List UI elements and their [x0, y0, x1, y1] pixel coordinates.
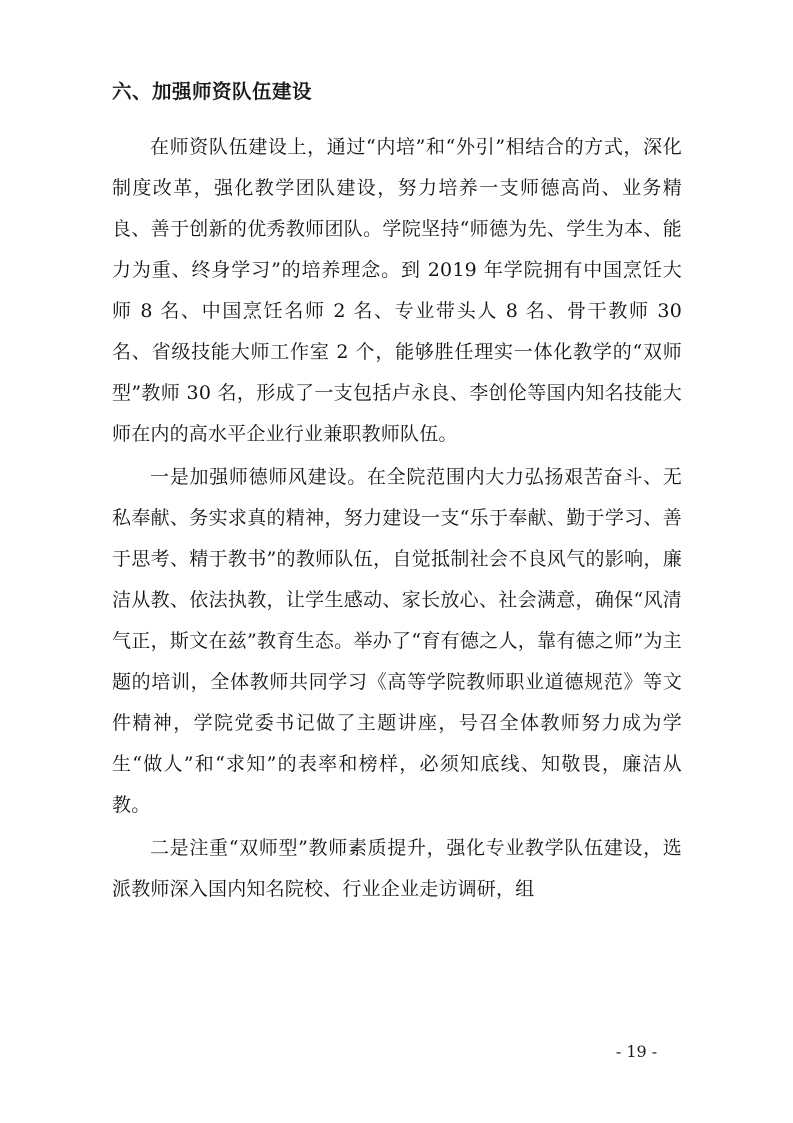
paragraph-2: 一是加强师德师风建设。在全院范围内大力弘扬艰苦奋斗、无私奉献、务实求真的精神，努力建设一支“乐于奉献、勤于学习、善于思考、精于教书”的教师队伍，自觉抵制社会不良风气的影响，廉洁从教、依法执教，让学生感动、家长放心、社会满意，确保“风清气正，斯文在兹”教育生态。举办了“育有德之人，靠有德之师”为主题的培训，全体教师共同学习《高等学院教师职业道德规范》等文件精神，学院党委书记做了主题讲座，号召全体教师努力成为学生“做人”和“求知”的表率和榜样，必须知底线、知敬畏，廉洁从教。 — [112, 466, 682, 817]
section-heading: 六、加强师资队伍建设 — [112, 80, 313, 103]
page-content — [112, 78, 682, 912]
page-number: - 19 - — [615, 1042, 658, 1061]
paragraph-1: 在师资队伍建设上，通过“内培”和“外引”相结合的方式，深化制度改革，强化教学团队建设，努力培养一支师德高尚、业务精良、善于创新的优秀教师团队。学院坚持“师德为先、学生为本、能力为重、终身学习”的培养理念。到 2019 年学院拥有中国烹饪大师 8 名、中国烹饪名师 2 名、专业带头人 8 名、骨干教师 30 名、省级技能大师工作室 2 个，能够胜任理实一体化教学的“双师型”教师 30 名，形成了一支包括卢永良、李创伦等国内知名技能大师在内的高水平企业行业兼职教师队伍。 — [112, 136, 682, 446]
paragraph-3: 二是注重“双师型”教师素质提升，强化专业教学队伍建设，选派教师深入国内知名院校、行业企业走访调研，组 — [112, 837, 682, 901]
